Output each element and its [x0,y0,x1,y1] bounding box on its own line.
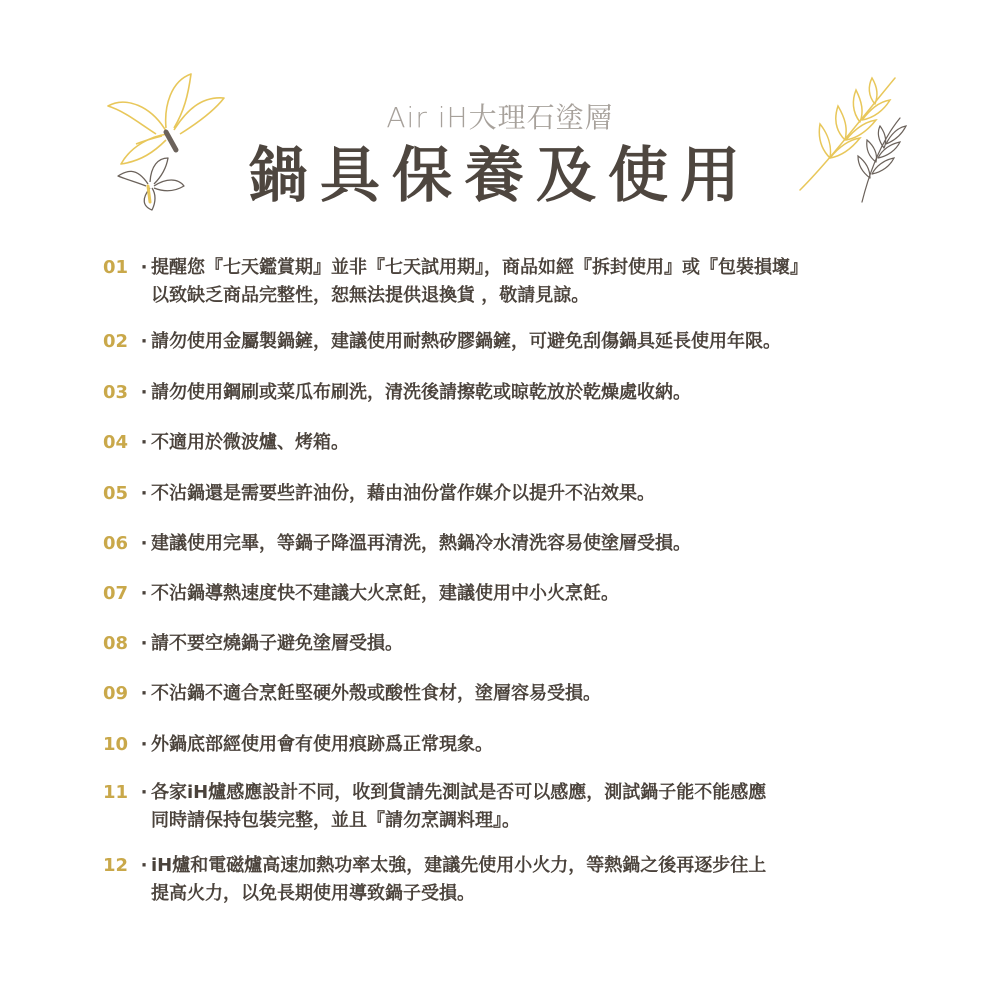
list-item [103,254,903,310]
item-number: 06 [103,533,129,554]
item-number: 03 [103,382,129,403]
list-item [103,429,903,457]
item-text: 不適用於微波爐、烤箱。 [151,432,349,453]
bullet-dot: · [140,855,148,876]
subtitle: Air iH大理石塗層 [386,101,614,134]
item-text: iH爐和電磁爐高速加熱功率太強，建議先使用小火力，等熱鍋之後再逐步往上 提高火力，以免長期使用導致鍋子受損。 [151,855,767,904]
item-text: 不沾鍋導熱速度快不建議大火烹飪，建議使用中小火烹飪。 [151,583,619,604]
list-item [103,779,903,835]
item-number: 11 [103,782,129,803]
item-text: 請勿使用金屬製鍋鏟，建議使用耐熱矽膠鍋鏟，可避免刮傷鍋具延長使用年限。 [151,331,781,352]
item-text: 建議使用完畢，等鍋子降溫再清洗，熱鍋冷水清洗容易使塗層受損。 [151,533,691,554]
item-number: 09 [103,683,129,704]
item-text: 各家iH爐感應設計不同，收到貨請先測試是否可以感應，測試鍋子能不能感應 同時請保持包裝完整，並且『請勿烹調料理』。 [151,782,767,831]
bullet-dot: · [140,683,148,704]
item-number: 05 [103,483,129,504]
item-number: 08 [103,633,129,654]
item-number: 02 [103,331,129,352]
item-number: 10 [103,734,129,755]
item-number: 12 [103,855,129,876]
item-number: 01 [103,257,129,278]
item-text: 請勿使用鋼刷或菜瓜布刷洗，清洗後請擦乾或晾乾放於乾燥處收納。 [151,382,691,403]
bullet-dot: · [140,734,148,755]
bullet-dot: · [140,533,148,554]
bullet-dot: · [140,257,148,278]
bullet-dot: · [140,382,148,403]
item-text: 不沾鍋還是需要些許油份，藉由油份當作媒介以提升不沾效果。 [151,483,655,504]
list-item [103,580,903,608]
bullet-dot: · [140,633,148,654]
list-item [103,630,903,658]
bullet-dot: · [140,331,148,352]
bullet-dot: · [140,782,148,803]
list-item [103,328,903,356]
item-number: 07 [103,583,129,604]
item-text: 請不要空燒鍋子避免塗層受損。 [151,633,403,654]
list-item [103,731,903,759]
bullet-dot: · [140,483,148,504]
bullet-dot: · [140,583,148,604]
list-item [103,530,903,558]
list-item [103,680,903,708]
list-item [103,852,903,908]
item-text: 外鍋底部經使用會有使用痕跡爲正常現象。 [151,734,493,755]
item-text: 不沾鍋不適合烹飪堅硬外殼或酸性食材，塗層容易受損。 [151,683,601,704]
item-number: 04 [103,432,129,453]
bullet-dot: · [140,432,148,453]
list-item [103,379,903,407]
page-title: 鍋具保養及使用 [248,141,752,211]
item-text: 提醒您『七天鑑賞期』並非『七天試用期』，商品如經『拆封使用』或『包裝損壞』 以致缺乏商品完整性，恕無法提供退換貨 ，敬請見諒。 [151,257,808,306]
list-item [103,480,903,508]
